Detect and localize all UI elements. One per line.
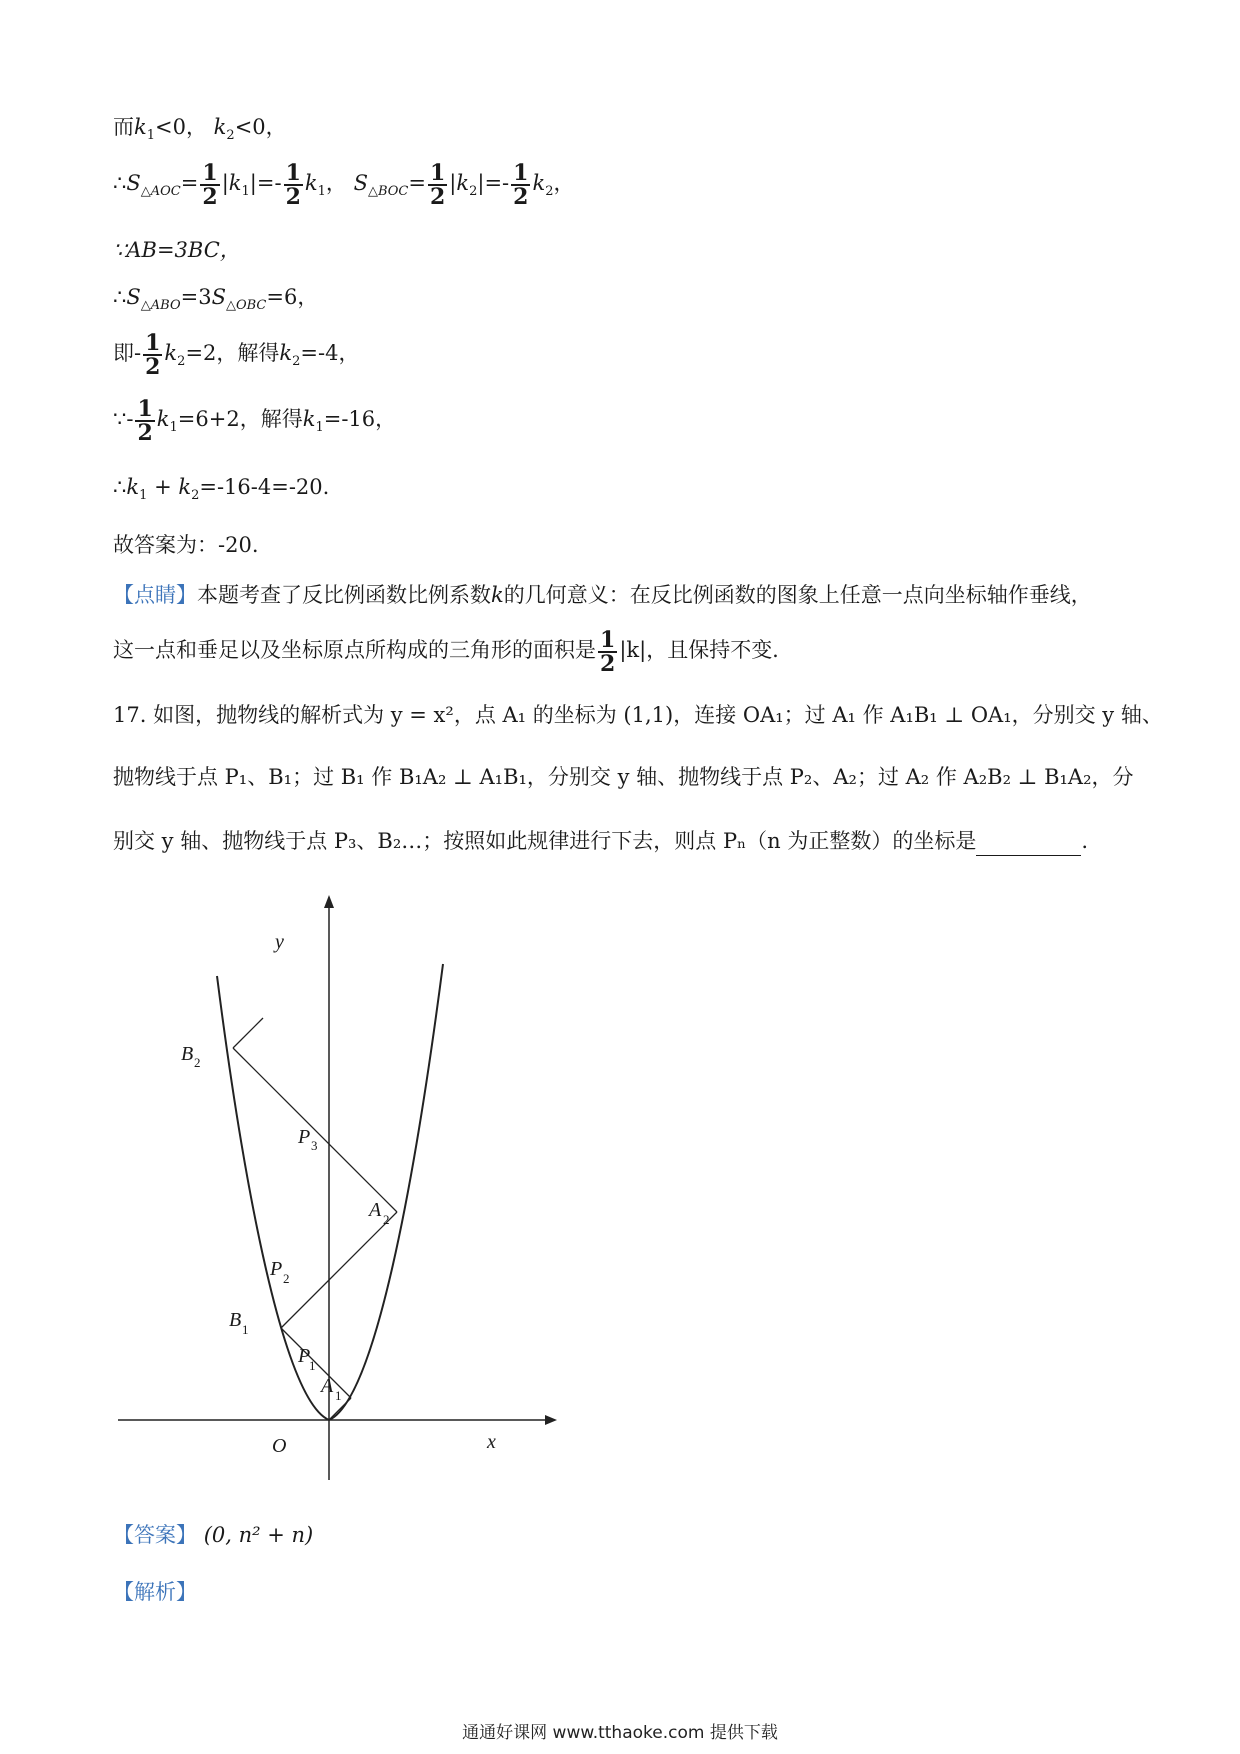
comment-tag: 【点睛】 <box>113 583 197 607</box>
text: <0， <box>234 115 287 139</box>
label-B1: B <box>229 1309 242 1331</box>
subscript: 1 <box>317 184 326 200</box>
label-origin: O <box>272 1435 287 1457</box>
answer-value: (0, n² + n) <box>203 1523 314 1547</box>
subscript: 1 <box>146 128 156 144</box>
symbol-k: k <box>156 407 170 431</box>
symbol-k: k <box>134 115 147 139</box>
symbol-s: S <box>126 171 141 195</box>
label-B2-sub: 2 <box>194 1055 201 1070</box>
problem-17-line-3 <box>113 826 1140 856</box>
solution-line-5 <box>113 328 1140 387</box>
text: =2，解得 <box>185 341 280 365</box>
fraction-numerator: 1 <box>429 159 446 186</box>
text: |k|，且保持不变. <box>619 638 779 662</box>
fraction-numerator: 1 <box>145 329 161 356</box>
comment-line-1 <box>113 580 1140 610</box>
subscript: 2 <box>191 488 200 504</box>
text: = <box>180 171 199 195</box>
label-A2: A <box>369 1199 382 1221</box>
fraction-denominator: 2 <box>513 183 529 210</box>
subscript: △ABO <box>140 298 181 314</box>
symbol-k: k <box>228 171 242 195</box>
fraction-denominator: 2 <box>145 353 161 380</box>
text: . <box>1081 829 1089 853</box>
fraction <box>284 159 303 210</box>
symbol-k: k <box>532 171 546 195</box>
subscript: 2 <box>226 128 235 144</box>
fraction <box>200 159 219 210</box>
text: 别交 y 轴、抛物线于点 P₃、B₂…；按照如此规律进行下去，则点 Pₙ（n 为正整数）的坐标是 <box>113 829 977 853</box>
fraction <box>428 159 447 210</box>
symbol-k: k <box>213 115 227 139</box>
symbol-k: k <box>279 341 293 365</box>
symbol-k: k <box>491 583 504 607</box>
parabola-figure <box>113 880 573 1480</box>
symbol-s: S <box>211 285 226 309</box>
subscript: 1 <box>315 420 324 436</box>
label-P1-sub: 1 <box>309 1358 316 1373</box>
symbol-k: k <box>178 475 192 499</box>
text: = <box>408 171 426 195</box>
parabola-curve <box>217 964 443 1420</box>
fraction-numerator: 1 <box>513 159 529 186</box>
fraction-numerator: 1 <box>202 159 218 186</box>
symbol-k: k <box>304 171 318 195</box>
text: =6， <box>266 285 319 309</box>
solution-line-3: ∵AB=3BC， <box>113 238 241 262</box>
fraction-numerator: 1 <box>285 159 301 186</box>
solution-line-8: 故答案为：-20. <box>113 533 259 557</box>
subscript: 2 <box>545 184 554 200</box>
label-P3: P <box>298 1126 311 1148</box>
symbol-s: S <box>353 171 368 195</box>
fraction <box>511 159 530 210</box>
text: | <box>449 171 457 195</box>
fraction-denominator: 2 <box>285 183 301 210</box>
label-P2: P <box>270 1258 283 1280</box>
fraction-denominator: 2 <box>137 419 153 446</box>
label-B2: B <box>181 1043 194 1065</box>
answer-tag: 【答案】 <box>113 1523 197 1547</box>
solution-line-4: $\therefore S_{\triangle ABO}=3S_{\triangle OBC}=6$， <box>113 285 319 314</box>
label-P1: P <box>298 1345 311 1367</box>
subscript: 2 <box>292 354 301 370</box>
problem-17-line-1: 17. 如图，抛物线的解析式为 y = x²，点 A₁ 的坐标为 (1,1)，连接 OA₁；过 A₁ 作 A₁B₁ ⊥ OA₁，分别交 y 轴、 <box>113 703 1163 727</box>
text: ， <box>325 171 347 195</box>
label-B1-sub: 1 <box>242 1322 249 1337</box>
symbol-k: k <box>456 171 470 195</box>
label-y-axis: y <box>275 931 284 953</box>
subscript: △AOC <box>140 184 181 200</box>
text: | <box>221 171 229 195</box>
solution-line-6 <box>113 394 1140 453</box>
text: ∴ <box>113 171 127 195</box>
answer-line <box>113 1520 1140 1550</box>
problem-17-line-2: 抛物线于点 P₁、B₁；过 B₁ 作 B₁A₂ ⊥ A₁B₁，分别交 y 轴、抛物线于点 P₂、A₂；过 A₂ 作 A₂B₂ ⊥ B₁A₂，分 <box>113 765 1134 789</box>
analysis-tag: 【解析】 <box>113 1580 197 1604</box>
fraction-denominator: 2 <box>600 650 616 677</box>
fraction <box>135 395 154 446</box>
fraction <box>143 329 162 380</box>
label-A2-sub: 2 <box>383 1212 390 1227</box>
text: |=- <box>477 171 510 195</box>
subscript: 2 <box>469 184 478 200</box>
fraction-numerator: 1 <box>600 626 616 653</box>
text: 本题考查了反比例函数比例系数 <box>197 583 491 607</box>
text: =-4， <box>300 341 360 365</box>
fraction-numerator: 1 <box>137 395 153 422</box>
text: ∵- <box>113 407 134 431</box>
text: =6+2，解得 <box>177 407 303 431</box>
symbol-k: k <box>126 475 140 499</box>
analysis-line <box>113 1577 1140 1607</box>
text: <0， <box>155 115 207 139</box>
text: =-16， <box>323 407 397 431</box>
text: 即- <box>113 341 142 365</box>
text: =3 <box>180 285 212 309</box>
answer-blank <box>976 835 1081 856</box>
x-axis-arrow <box>545 1415 557 1425</box>
label-A1-sub: 1 <box>335 1388 342 1403</box>
fraction-denominator: 2 <box>429 183 446 210</box>
symbol-k: k <box>302 407 316 431</box>
subscript: 2 <box>177 354 186 370</box>
text: =-16-4=-20. <box>199 475 330 499</box>
symbol-s: S <box>126 285 141 309</box>
segment-B1A2 <box>281 1212 397 1328</box>
text: |=- <box>249 171 282 195</box>
subscript: 1 <box>241 184 250 200</box>
text: + <box>147 475 179 499</box>
solution-line-2 <box>113 158 1140 217</box>
fraction <box>598 626 617 677</box>
label-x-axis: x <box>487 1431 496 1453</box>
symbol-k: k <box>164 341 178 365</box>
text: 而 <box>113 115 134 139</box>
subscript: △OBC <box>225 298 267 314</box>
solution-line-7 <box>113 472 1140 511</box>
text: 这一点和垂足以及坐标原点所构成的三角形的面积是 <box>113 638 596 662</box>
text: 的几何意义：在反比例函数的图象上任意一点向坐标轴作垂线， <box>503 583 1092 607</box>
label-A1: A <box>321 1375 334 1397</box>
label-P2-sub: 2 <box>283 1271 290 1286</box>
solution-line-1 <box>113 112 1140 151</box>
segment-B2-next <box>233 1018 263 1048</box>
y-axis-arrow <box>324 895 334 908</box>
comment-line-2 <box>113 622 1140 678</box>
subscript: △BOC <box>367 184 409 200</box>
text: ∴ <box>113 475 127 499</box>
fraction-denominator: 2 <box>202 183 218 210</box>
subscript: 1 <box>139 488 148 504</box>
subscript: 1 <box>169 420 178 436</box>
label-P3-sub: 3 <box>311 1138 318 1153</box>
text: ， <box>553 171 575 195</box>
segment-A2B2 <box>233 1048 397 1212</box>
footer-watermark: 通通好课网 www.tthaoke.com 提供下载 <box>462 1723 778 1743</box>
